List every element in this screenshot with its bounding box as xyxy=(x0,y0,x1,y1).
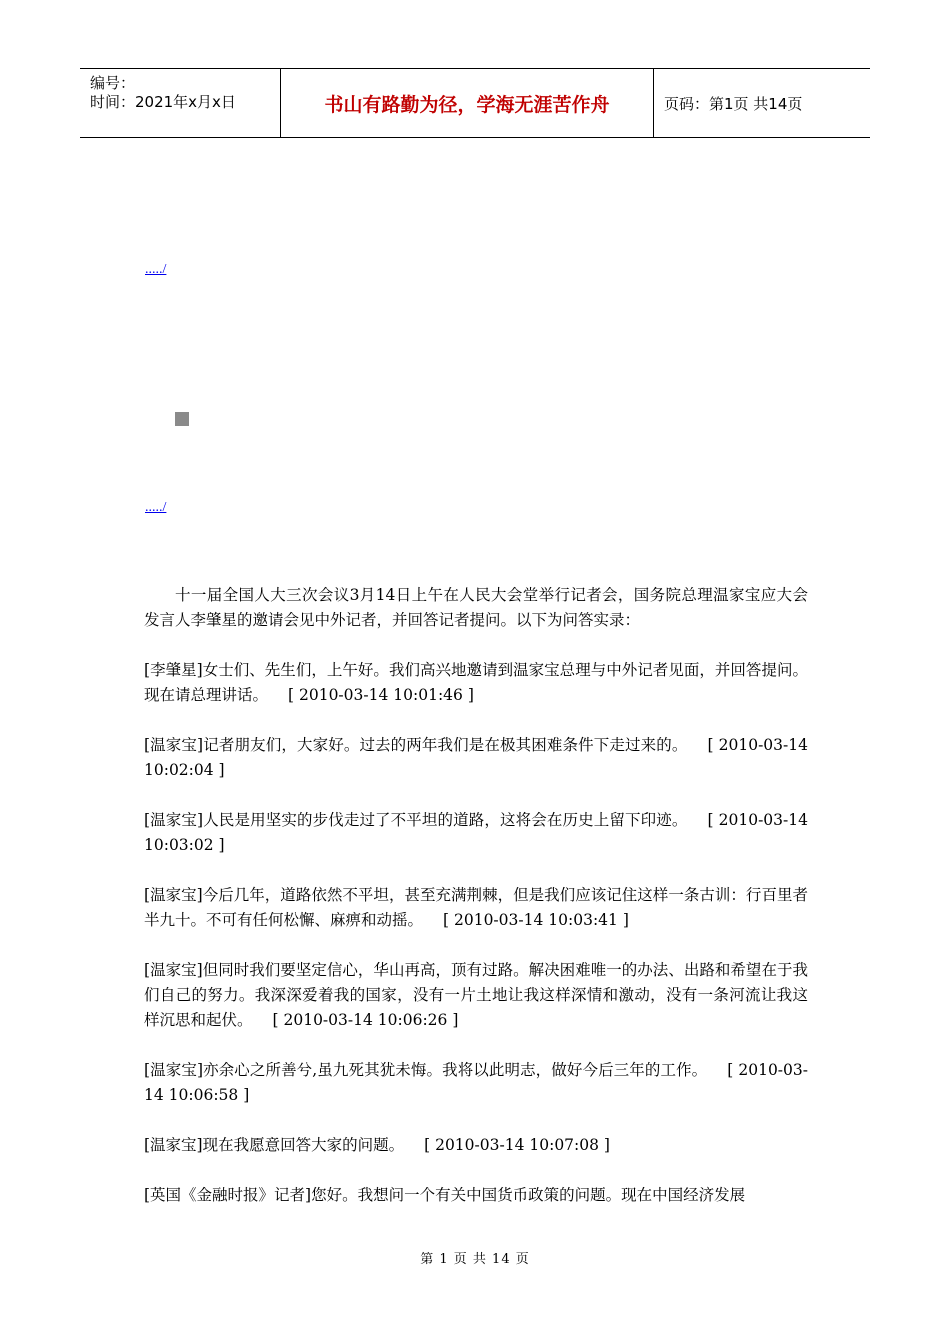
qa-entry xyxy=(144,958,808,1033)
document-header xyxy=(80,68,870,138)
header-meta-cell xyxy=(80,69,281,137)
entry-text: [温家宝]现在我愿意回答大家的问题。 xyxy=(144,1136,405,1154)
qa-entry xyxy=(144,883,808,933)
qa-entry xyxy=(144,1183,808,1208)
entry-timestamp: [ 2010-03-14 10:06:58 ] xyxy=(144,1061,808,1104)
header-page-code: 页码：第1页 共14页 xyxy=(664,94,803,113)
entry-timestamp: [ 2010-03-14 10:03:02 ] xyxy=(144,811,808,854)
broken-image-icon xyxy=(175,412,189,426)
qa-entry xyxy=(144,733,808,783)
article-intro: 十一届全国人大三次会议3月14日上午在人民大会堂举行记者会，国务院总理温家宝应大会发言人李肇星的邀请会见中外记者，并回答记者提问。以下为问答实录： xyxy=(144,586,808,629)
entry-text: [温家宝]但同时我们要坚定信心，华山再高，顶有过路。解决困难唯一的办法、出路和希望在于我们自己的努力。我深深爱着我的国家，没有一片土地让我这样深情和激动，没有一条河流让我这样沉思和起伏。 xyxy=(144,961,808,1029)
entry-text: [李肇星]女士们、先生们，上午好。我们高兴地邀请到温家宝总理与中外记者见面，并回答提问。现在请总理讲话。 xyxy=(144,661,808,704)
header-motto: 书山有路勤为径，学海无涯苦作舟 xyxy=(281,69,654,137)
entry-text: [温家宝]记者朋友们，大家好。过去的两年我们是在极其困难条件下走过来的。 xyxy=(144,736,688,754)
entry-timestamp: [ 2010-03-14 10:01:46 ] xyxy=(288,686,474,704)
entry-text: [温家宝]亦余心之所善兮,虽九死其犹未悔。我将以此明志，做好今后三年的工作。 xyxy=(144,1061,708,1079)
entry-timestamp: [ 2010-03-14 10:06:26 ] xyxy=(272,1011,459,1029)
article-body xyxy=(144,583,808,1233)
entry-text: [英国《金融时报》记者]您好。我想问一个有关中国货币政策的问题。现在中国经济发展 xyxy=(144,1186,746,1204)
qa-entry xyxy=(144,1133,808,1158)
page-footer: 第 1 页 共 14 页 xyxy=(420,1252,530,1267)
number-label: 编号： xyxy=(90,74,136,92)
entry-text: [温家宝]人民是用坚实的步伐走过了不平坦的道路，这将会在历史上留下印迹。 xyxy=(144,811,688,829)
qa-entry xyxy=(144,808,808,858)
link-bottom[interactable]: ...../ xyxy=(145,500,167,515)
entry-timestamp: [ 2010-03-14 10:02:04 ] xyxy=(144,736,808,779)
entry-text: [温家宝]今后几年，道路依然不平坦，甚至充满荆棘，但是我们应该记住这样一条古训：行百里者半九十。不可有任何松懈、麻痹和动摇。 xyxy=(144,886,808,929)
link-top[interactable]: ...../ xyxy=(145,262,167,277)
entry-timestamp: [ 2010-03-14 10:07:08 ] xyxy=(424,1136,610,1154)
time-label: 时间：2021年x月x日 xyxy=(90,93,236,111)
qa-entry xyxy=(144,1058,808,1108)
qa-entry xyxy=(144,658,808,708)
entry-timestamp: [ 2010-03-14 10:03:41 ] xyxy=(443,911,629,929)
